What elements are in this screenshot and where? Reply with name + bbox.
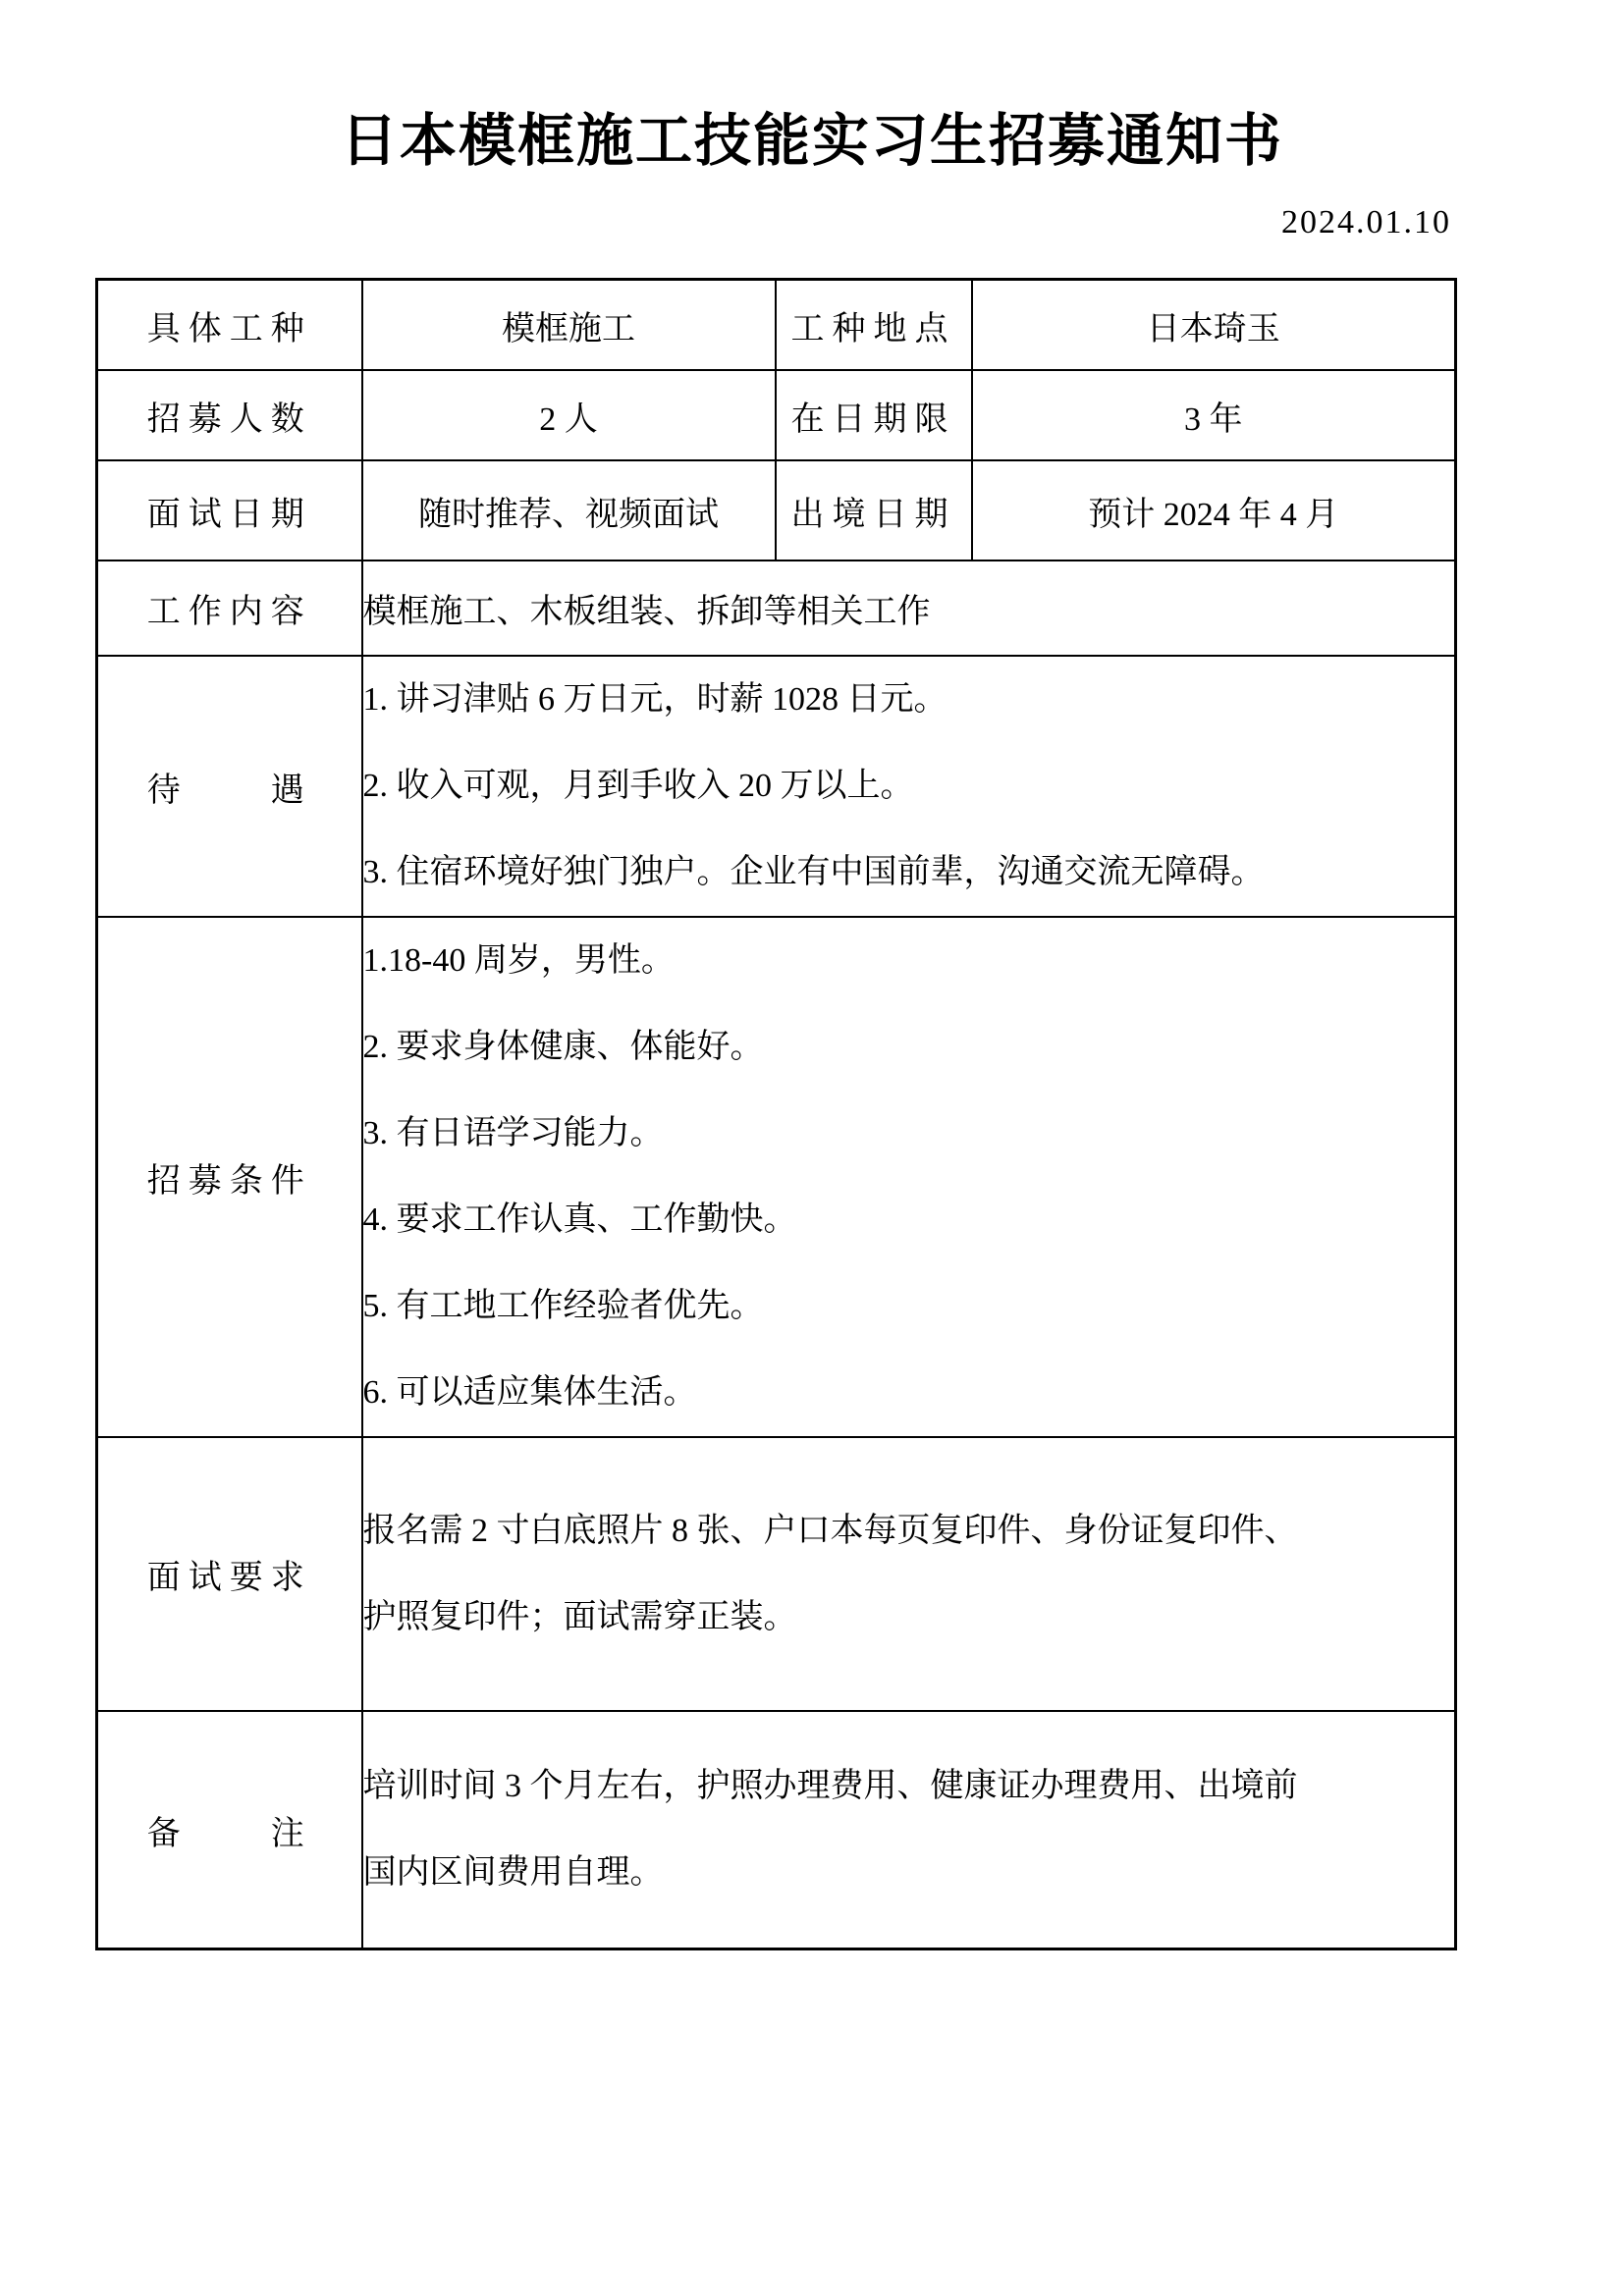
table-row-basic-2: [97, 370, 1456, 460]
cell-benefits-label: 待 遇: [97, 656, 362, 917]
table-row-requirements: [97, 917, 1456, 1437]
table-row-benefits: [97, 656, 1456, 917]
requirements-item-1: 1.18-40 周岁，男性。: [362, 942, 675, 979]
table-row-basic-1: [97, 280, 1456, 371]
table-row-work-content: [97, 561, 1456, 656]
requirements-item-6: 6. 可以适应集体生活。: [362, 1374, 697, 1411]
benefits-item-2: 2. 收入可观，月到手收入 20 万以上。: [362, 768, 914, 804]
interview-req-line-2: 护照复印件；面试需穿正装。: [362, 1598, 797, 1635]
cell-departure-date-label: 出境日期: [776, 460, 972, 561]
cell-interview-req-content: [362, 1437, 1456, 1711]
cell-remarks-label: 备 注: [97, 1711, 362, 1949]
cell-requirements-label: 招募条件: [97, 917, 362, 1437]
table-row-basic-3: [97, 460, 1456, 561]
benefits-item-1: 1. 讲习津贴 6 万日元，时薪 1028 日元。: [362, 681, 947, 718]
interview-req-line-1: 报名需 2 寸白底照片 8 张、户口本每页复印件、身份证复印件、: [362, 1512, 1298, 1549]
cell-work-content-label: 工作内容: [97, 561, 362, 656]
cell-interview-date-label: 面试日期: [97, 460, 362, 561]
requirements-item-5: 5. 有工地工作经验者优先。: [362, 1288, 764, 1324]
remarks-line-1: 培训时间 3 个月左右，护照办理费用、健康证办理费用、出境前: [362, 1768, 1298, 1804]
cell-stay-period-value: 3 年: [972, 370, 1456, 460]
cell-interview-date-value: 随时推荐、视频面试: [362, 460, 776, 561]
cell-recruit-count-label: 招募人数: [97, 370, 362, 460]
cell-interview-req-label: 面试要求: [97, 1437, 362, 1711]
requirements-item-2: 2. 要求身体健康、体能好。: [362, 1029, 764, 1065]
document-date: 2024.01.10: [1281, 204, 1451, 240]
requirements-item-4: 4. 要求工作认真、工作勤快。: [362, 1201, 797, 1238]
table-row-interview-requirements: [97, 1437, 1456, 1711]
remarks-line-2: 国内区间费用自理。: [362, 1854, 664, 1891]
cell-specific-trade-label: 具体工种: [97, 280, 362, 371]
cell-stay-period-label: 在日期限: [776, 370, 972, 460]
cell-remarks-content: [362, 1711, 1456, 1949]
cell-departure-date-value: 预计 2024 年 4 月: [972, 460, 1456, 561]
cell-requirements-content: [362, 917, 1456, 1437]
cell-benefits-content: [362, 656, 1456, 917]
cell-work-location-label: 工种地点: [776, 280, 972, 371]
cell-specific-trade-value: 模框施工: [362, 280, 776, 371]
recruitment-table: [95, 278, 1457, 1950]
page-title: 日本模框施工技能实习生招募通知书: [340, 109, 1283, 173]
benefits-item-3: 3. 住宿环境好独门独户。企业有中国前辈，沟通交流无障碍。: [362, 854, 1265, 890]
table-row-remarks: [97, 1711, 1456, 1949]
requirements-item-3: 3. 有日语学习能力。: [362, 1115, 664, 1151]
cell-work-location-value: 日本琦玉: [972, 280, 1456, 371]
cell-work-content-value: 模框施工、木板组装、拆卸等相关工作: [362, 561, 1456, 656]
cell-recruit-count-value: 2 人: [362, 370, 776, 460]
